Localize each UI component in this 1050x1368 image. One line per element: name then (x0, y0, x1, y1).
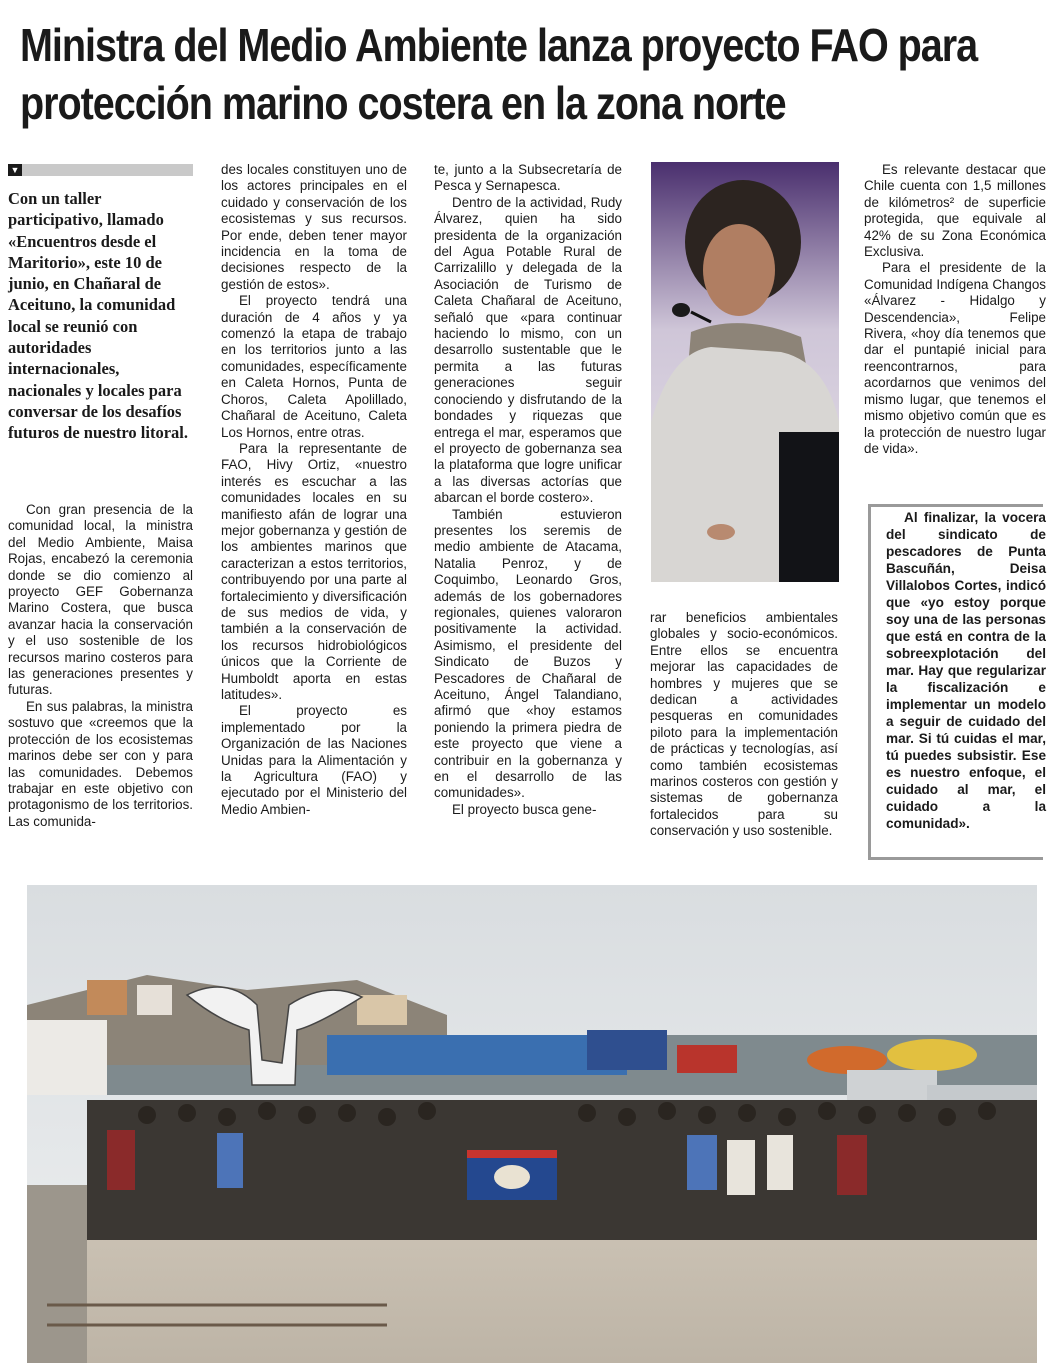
paragraph: Para la representante de FAO, Hivy Ortiz, «nuestro interés es escuchar a las comunidades locales en su manifiesto afán de lograr una mejor gobernanza y gestión de los ambientes marinos que caracterizan a estos territorios, contribuyendo por una parte al fortalecimiento y diversificación de sus medios de vida, y también a la conservación de los recursos hidrobiológicos únicos que la Corriente de Humboldt aporta en estas latitudes». (221, 440, 407, 702)
article-column-2 (221, 162, 407, 818)
paragraph: El proyecto tendrá una duración de 4 años y ya comenzó la etapa de trabajo en los territorios junto a las comunidades, específicamente en Caleta Hornos, Punta de Choros, Caleta Apolillado, Chañaral de Aceituno, Caleta Los Hornos, entre otras. (221, 293, 407, 440)
paragraph: En sus palabras, la ministra sostuvo que «creemos que la protección de los ecosistemas marinos debe ser con y para las comunidades. Debemos trabajar en este objetivo con protagonismo de los territorios. Las comunida- (8, 698, 193, 829)
paragraph: rar beneficios ambientales globales y socio-económicos. Entre ellos se encuentra mejorar las capacidades de hombres y mujeres que se dedican a actividades pesqueras en comunidades piloto para la implementación de prácticas y tecnologías, así como también ecosistemas marinos costeros con gestión y sistemas de gobernanza fortalecidos para su conservación y uso sostenible. (650, 610, 838, 839)
triangle-down-icon: ▼ (8, 164, 22, 176)
article-column-4 (650, 610, 838, 840)
pull-quote: Al finalizar, la vocera del sindicato de pescadores de Punta Bascuñán, Deisa Villalobos Cortes, indicó que «yo estoy porque soy una de las personas que está en contra de la sobreexplotación del mar. Hay que regularizar la fiscalización e implementar un modelo a seguir de cuidado del mar. Si tú cuidas el mar, tú puedes subsistir. Ese es nuestro enfoque, el cuidado al mar, el cuidado a la comunidad». (886, 510, 1046, 831)
minister-portrait-photo (651, 162, 839, 582)
paragraph: El proyecto es implementado por la Organización de las Naciones Unidas para la Alimentación y la Agricultura (FAO) y ejecutado por el Ministerio del Medio Ambien- (221, 703, 407, 817)
group-photo-illustration (27, 885, 1037, 1363)
article-headline: Ministra del Medio Ambiente lanza proyecto FAO para protección marino costera en la zona norte (20, 19, 978, 129)
paragraph: des locales constituyen uno de los actores principales en el cuidado y conservación de los ecosistemas y sus recursos. Por ende, deben tener mayor incidencia en la toma de decisiones respecto de la gestión de estos». (221, 162, 407, 292)
article-column-5 (864, 162, 1046, 457)
article-column-1 (8, 502, 193, 830)
article-column-3 (434, 162, 622, 818)
paragraph: También estuvieron presentes los seremis de medio ambiente de Atacama, Natalia Penroz, y de Coquimbo, Leonardo Gros, además de los gobernadores regionales, quienes valoraron positivamente la actividad. Asimismo, el presidente del Sindicato de Buzos y Pescadores de Chañaral de Aceituno, Ángel Talandiano, afirmó que «hoy estamos poniendo la primera piedra de este proyecto que viene a contribuir en la gobernanza y en el desarrollo de las comunidades». (434, 506, 622, 801)
portrait-illustration (651, 162, 839, 582)
paragraph: Es relevante destacar que Chile cuenta con 1,5 millones de kilómetros² de superficie protegida, que equivale al 42% de su Zona Económica Exclusiva. (864, 162, 1046, 260)
article-lead: Con un taller participativo, llamado «Encuentros desde el Maritorio», este 10 de junio, en Chañaral de Aceituno, la comunidad local se reunió con autoridades internacionales, nacionales y locales para conversar de los desafíos futuros de nuestro litoral. (8, 189, 188, 443)
paragraph: El proyecto busca gene- (452, 801, 597, 817)
paragraph: Dentro de la actividad, Rudy Álvarez, quien ha sido presidenta de la organización del Agua Potable Rural de Carrizalillo y delegada de la Asociación de Turismo de Caleta Chañaral de Aceituno, señaló que «para continuar haciendo lo mismo, con un desarrollo sustentable que le permita a las futuras generaciones seguir conociendo y disfrutando de la bondades y riquezas que entrega el mar, esperamos que el proyecto de gobernanza sea la plataforma que logre unificar a las diversas actorías que abarcan el borde costero». (434, 194, 622, 506)
paragraph: te, junto a la Subsecretaría de Pesca y Sernapesca. (434, 162, 622, 194)
paragraph: Con gran presencia de la comunidad local, la ministra del Medio Ambiente, Maisa Rojas, encabezó la ceremonia donde se dio comienzo al proyecto GEF Gobernanza Marino Costera, que busca avanzar hacia la conservación y el uso sostenible de los recursos marino costeros para las generaciones presentes y futuras. (8, 502, 193, 698)
section-bar (8, 164, 193, 176)
group-photo (27, 885, 1037, 1363)
paragraph: Para el presidente de la Comunidad Indígena Changos «Álvarez - Hidalgo y Descendencia», Felipe Rivera, «hoy día tenemos que dar el puntapié inicial para reencontrarnos, para acordarnos que venimos del mismo lugar, que tenemos el mismo objetivo común que es la protección de nuestro lugar de vida». (864, 260, 1046, 456)
